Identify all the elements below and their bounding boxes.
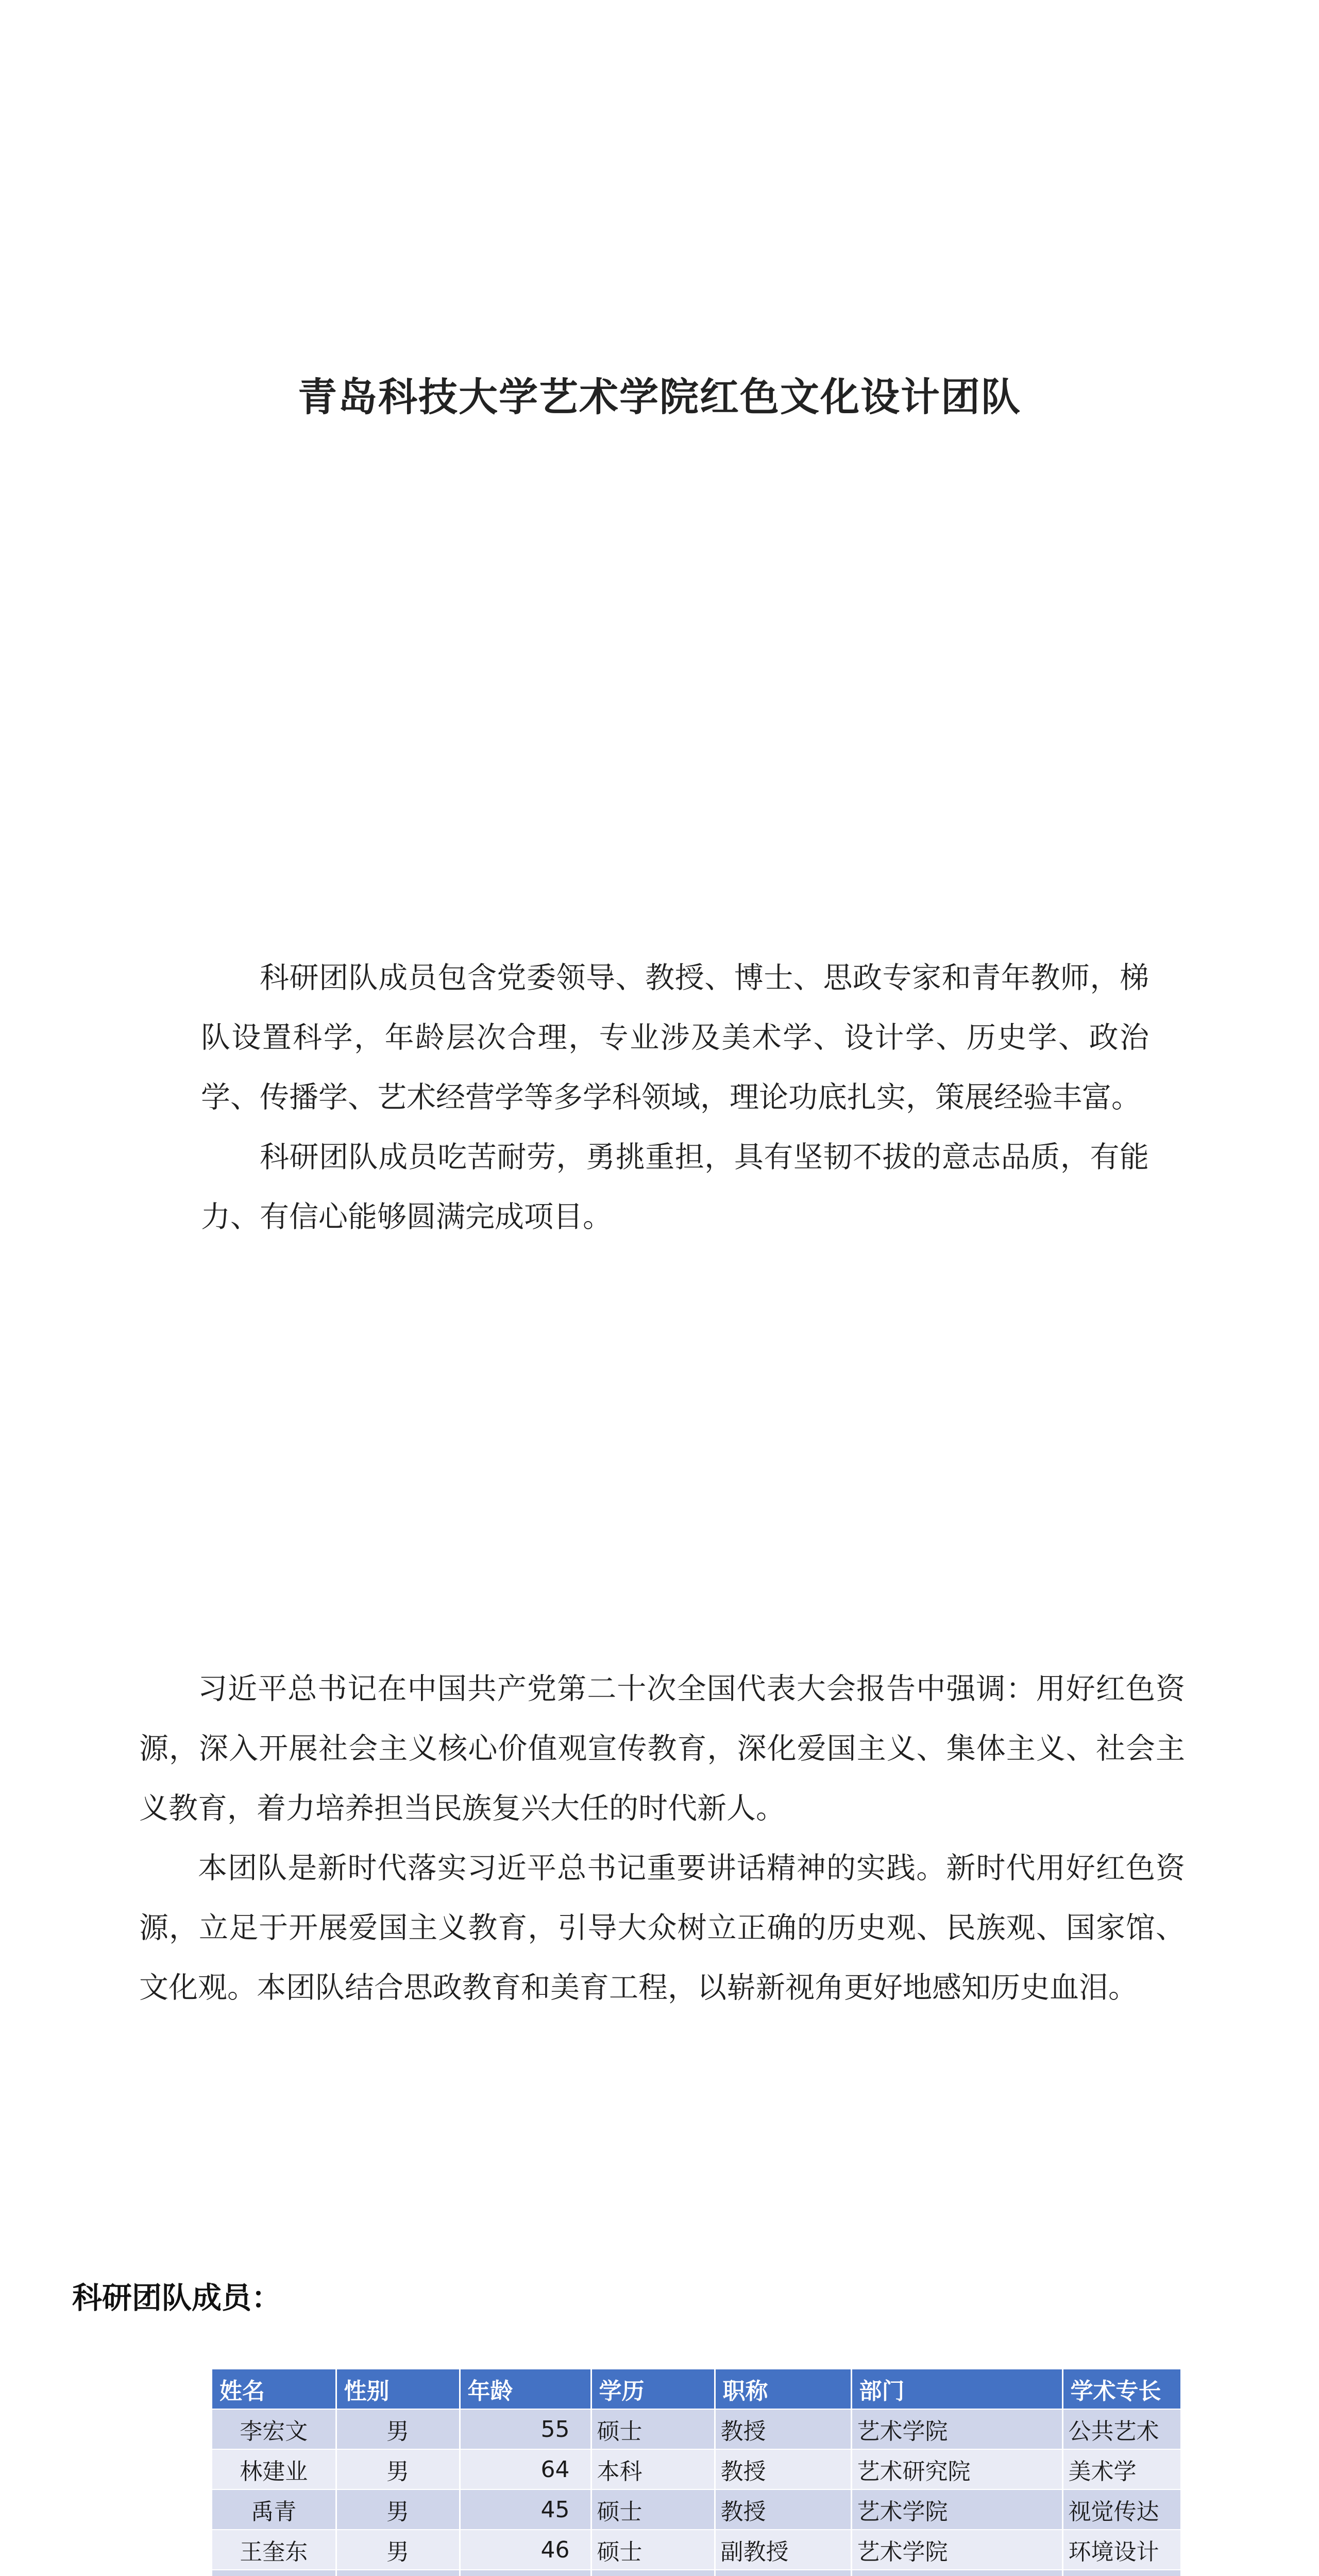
column-header-department: 部门 [851,2369,1062,2409]
cell-gender: 男 [336,2530,460,2570]
cell-name: 林建业 [212,2449,336,2489]
table-row [212,2530,1181,2570]
cell-specialty: 公共艺术 [1062,2409,1181,2449]
team-members-table-body [212,2409,1181,2576]
cell-specialty: 美术学 [1062,2449,1181,2489]
intro-paragraph: 科研团队成员包含党委领导、教授、博士、思政专家和青年教师，梯队设置科学，年龄层次合理，专业涉及美术学、设计学、历史学、政治学、传播学、艺术经营学等多学科领域，理论功底扎实，策展经验丰富。 [201,961,1149,1114]
team-intro-section [201,948,1149,1247]
cell-department: 艺术研究院 [851,2449,1062,2489]
cell-age: 55 [460,2409,591,2449]
table-header-row [212,2369,1181,2409]
team-members-table [212,2369,1182,2576]
cell-title: 教授 [715,2489,851,2530]
cell-name: 王奎东 [212,2530,336,2570]
cell-education: 硕士 [591,2489,715,2530]
cell-gender: 男 [336,2409,460,2449]
cell-title: 教授 [715,2409,851,2449]
column-header-education: 学历 [591,2369,715,2409]
page-title: 青岛科技大学艺术学院红色文化设计团队 [298,374,1021,420]
intro-paragraph: 科研团队成员吃苦耐劳，勇挑重担，具有坚韧不拔的意志品质，有能力、有信心能够圆满完成项目。 [201,1140,1149,1234]
mission-section [139,1659,1185,2018]
cell-department: 艺术学院 [851,2489,1062,2530]
table-row [212,2570,1181,2576]
cell-education: 硕士 [591,2409,715,2449]
mission-paragraph: 习近平总书记在中国共产党第二十次全国代表大会报告中强调：用好红色资源，深入开展社会主义核心价值观宣传教育，深化爱国主义、集体主义、社会主义教育，着力培养担当民族复兴大任的时代新人。 [139,1672,1185,1825]
cell-gender: 男 [336,2489,460,2530]
cell-specialty: 环境设计 [1062,2530,1181,2570]
cell-name [212,2570,336,2576]
cell-gender [336,2570,460,2576]
cell-name: 禹青 [212,2489,336,2530]
column-header-age: 年龄 [460,2369,591,2409]
column-header-specialty: 学术专长 [1062,2369,1181,2409]
cell-title: 教授 [715,2449,851,2489]
table-row [212,2449,1181,2489]
cell-department: 艺术学院 [851,2409,1062,2449]
cell-title [715,2570,851,2576]
team-members-heading: 科研团队成员： [72,2280,282,2315]
cell-education: 本科 [591,2449,715,2489]
mission-paragraph: 本团队是新时代落实习近平总书记重要讲话精神的实践。新时代用好红色资源，立足于开展爱国主义教育，引导大众树立正确的历史观、民族观、国家馆、文化观。本团队结合思政教育和美育工程，以崭新视角更好地感知历史血泪。 [139,1851,1185,2005]
cell-name: 李宏文 [212,2409,336,2449]
cell-specialty: 视觉传达 [1062,2489,1181,2530]
table-row [212,2409,1181,2449]
cell-education: 硕士 [591,2530,715,2570]
cell-department [851,2570,1062,2576]
cell-title: 副教授 [715,2530,851,2570]
table-row [212,2489,1181,2530]
cell-age: 64 [460,2449,591,2489]
cell-gender: 男 [336,2449,460,2489]
cell-age [460,2570,591,2576]
cell-specialty [1062,2570,1181,2576]
cell-age: 46 [460,2530,591,2570]
cell-department: 艺术学院 [851,2530,1062,2570]
column-header-gender: 性别 [336,2369,460,2409]
cell-age: 45 [460,2489,591,2530]
cell-education [591,2570,715,2576]
column-header-title: 职称 [715,2369,851,2409]
column-header-name: 姓名 [212,2369,336,2409]
